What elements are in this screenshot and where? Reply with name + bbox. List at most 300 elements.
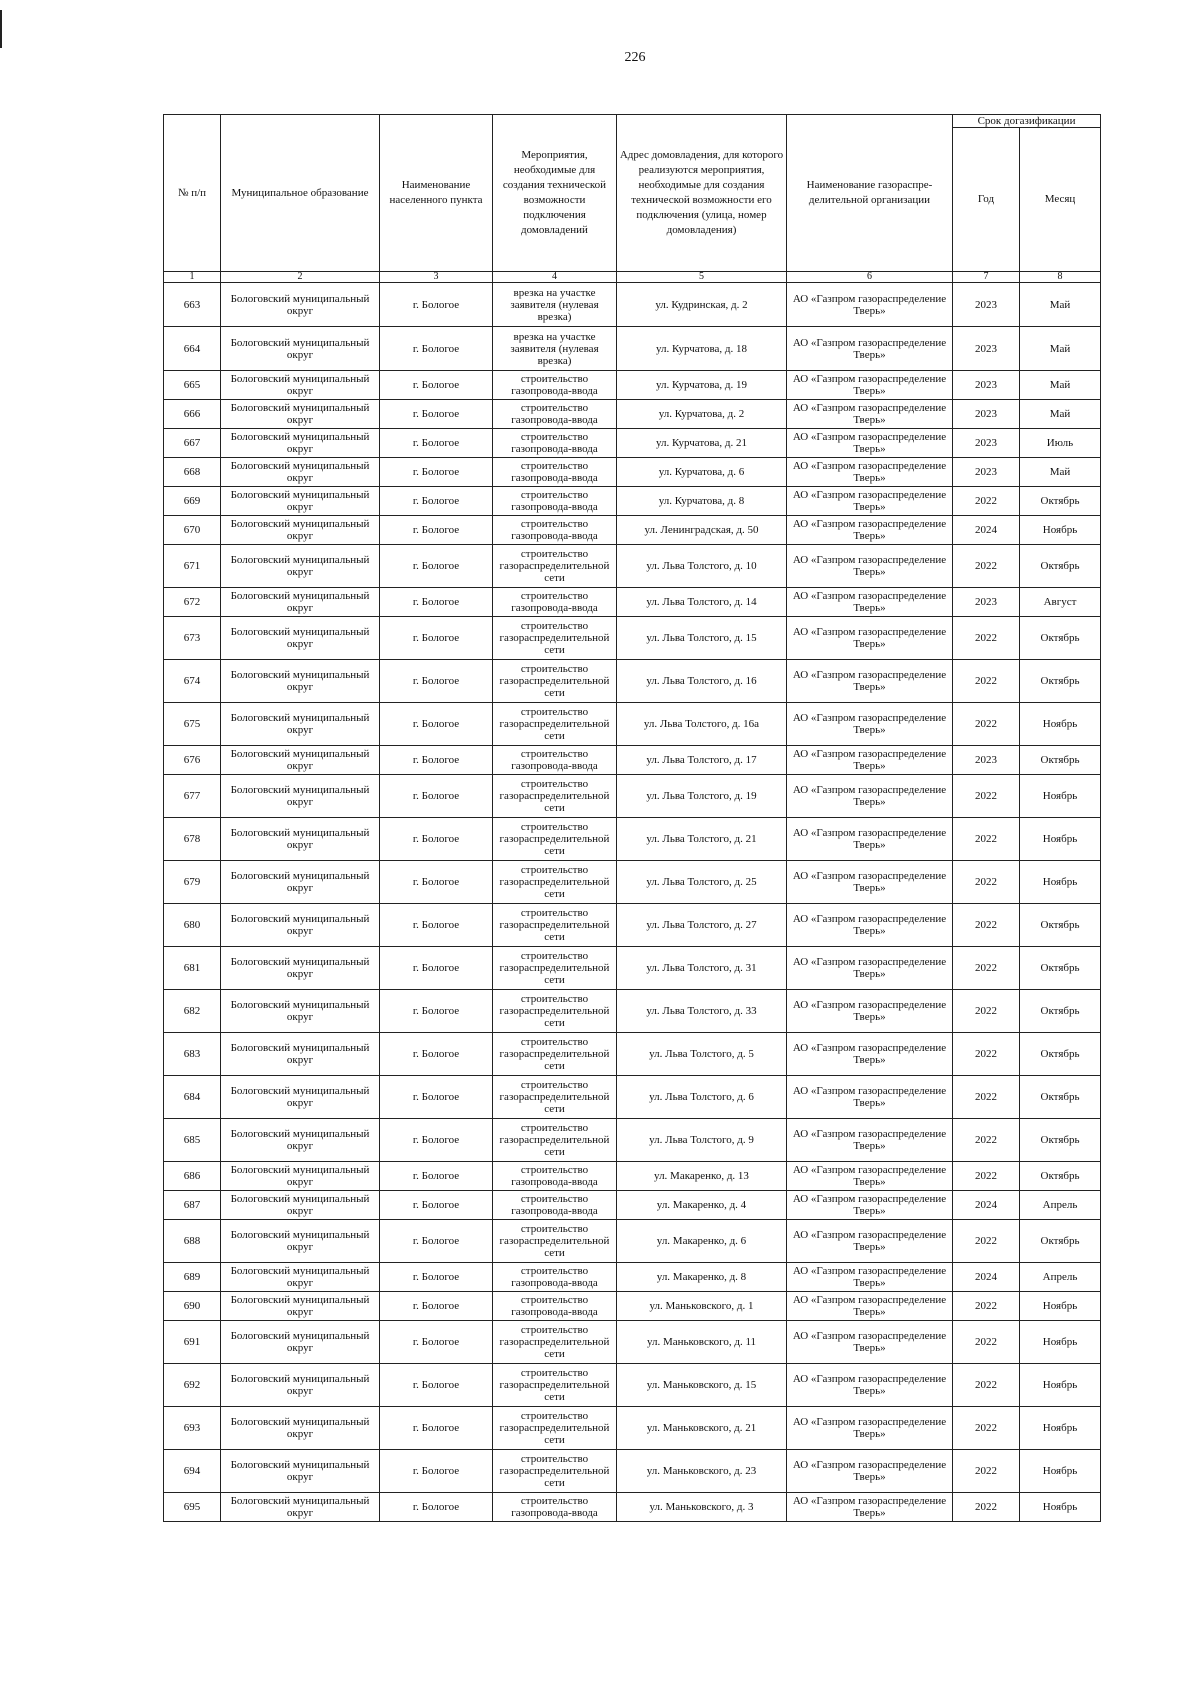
table-row bbox=[164, 990, 1101, 1033]
gdo-cell: АО «Газпром газораспределение Тверь» bbox=[787, 1321, 953, 1364]
municipality-cell: Бологовский муниципальный округ bbox=[221, 617, 380, 660]
row-number: 672 bbox=[164, 588, 221, 617]
month-cell: Ноябрь bbox=[1020, 861, 1101, 904]
municipality-cell: Бологовский муниципальный округ bbox=[221, 1076, 380, 1119]
row-number: 681 bbox=[164, 947, 221, 990]
table-row bbox=[164, 904, 1101, 947]
row-number: 669 bbox=[164, 487, 221, 516]
measure-cell: строительство газораспределительной сети bbox=[493, 703, 617, 746]
measure-cell: строительство газораспределительной сети bbox=[493, 904, 617, 947]
month-cell: Октябрь bbox=[1020, 487, 1101, 516]
month-cell: Октябрь bbox=[1020, 660, 1101, 703]
settlement-cell: г. Бологое bbox=[380, 1450, 493, 1493]
year-cell: 2022 bbox=[953, 703, 1020, 746]
settlement-cell: г. Бологое bbox=[380, 660, 493, 703]
month-cell: Май bbox=[1020, 458, 1101, 487]
municipality-cell: Бологовский муниципальный округ bbox=[221, 1263, 380, 1292]
row-number: 678 bbox=[164, 818, 221, 861]
settlement-cell: г. Бологое bbox=[380, 1033, 493, 1076]
gdo-cell: АО «Газпром газораспределение Тверь» bbox=[787, 904, 953, 947]
measure-cell: строительство газораспределительной сети bbox=[493, 617, 617, 660]
municipality-cell: Бологовский муниципальный округ bbox=[221, 1450, 380, 1493]
month-cell: Октябрь bbox=[1020, 1162, 1101, 1191]
month-cell: Ноябрь bbox=[1020, 703, 1101, 746]
municipality-cell: Бологовский муниципальный округ bbox=[221, 588, 380, 617]
month-cell: Ноябрь bbox=[1020, 775, 1101, 818]
address-cell: ул. Маньковского, д. 3 bbox=[617, 1493, 787, 1522]
month-cell: Май bbox=[1020, 371, 1101, 400]
year-cell: 2024 bbox=[953, 516, 1020, 545]
measure-cell: строительство газопровода-ввода bbox=[493, 458, 617, 487]
settlement-cell: г. Бологое bbox=[380, 1220, 493, 1263]
municipality-cell: Бологовский муниципальный округ bbox=[221, 746, 380, 775]
month-cell: Октябрь bbox=[1020, 904, 1101, 947]
month-cell: Октябрь bbox=[1020, 1076, 1101, 1119]
measure-cell: строительство газопровода-ввода bbox=[493, 1162, 617, 1191]
table-row bbox=[164, 1407, 1101, 1450]
settlement-cell: г. Бологое bbox=[380, 1076, 493, 1119]
municipality-cell: Бологовский муниципальный округ bbox=[221, 1292, 380, 1321]
row-number: 692 bbox=[164, 1364, 221, 1407]
measure-cell: врезка на участке заявителя (нулевая врезка) bbox=[493, 327, 617, 371]
row-number: 689 bbox=[164, 1263, 221, 1292]
address-cell: ул. Кудринская, д. 2 bbox=[617, 283, 787, 327]
municipality-cell: Бологовский муниципальный округ bbox=[221, 861, 380, 904]
measure-cell: строительство газопровода-ввода bbox=[493, 588, 617, 617]
municipality-cell: Бологовский муниципальный округ bbox=[221, 1407, 380, 1450]
column-number: 7 bbox=[953, 272, 1020, 283]
measure-cell: строительство газораспределительной сети bbox=[493, 1119, 617, 1162]
row-number: 690 bbox=[164, 1292, 221, 1321]
row-number: 670 bbox=[164, 516, 221, 545]
settlement-cell: г. Бологое bbox=[380, 1407, 493, 1450]
row-number: 695 bbox=[164, 1493, 221, 1522]
column-number: 6 bbox=[787, 272, 953, 283]
table-row bbox=[164, 400, 1101, 429]
scan-edge-mark bbox=[0, 10, 2, 48]
gdo-cell: АО «Газпром газораспределение Тверь» bbox=[787, 487, 953, 516]
measure-cell: строительство газораспределительной сети bbox=[493, 545, 617, 588]
row-number: 667 bbox=[164, 429, 221, 458]
address-cell: ул. Льва Толстого, д. 14 bbox=[617, 588, 787, 617]
row-number: 677 bbox=[164, 775, 221, 818]
measure-cell: строительство газораспределительной сети bbox=[493, 1407, 617, 1450]
row-number: 693 bbox=[164, 1407, 221, 1450]
row-number: 673 bbox=[164, 617, 221, 660]
address-cell: ул. Курчатова, д. 18 bbox=[617, 327, 787, 371]
address-cell: ул. Льва Толстого, д. 16 bbox=[617, 660, 787, 703]
gdo-cell: АО «Газпром газораспределение Тверь» bbox=[787, 458, 953, 487]
gdo-cell: АО «Газпром газораспределение Тверь» bbox=[787, 327, 953, 371]
address-cell: ул. Курчатова, д. 21 bbox=[617, 429, 787, 458]
municipality-cell: Бологовский муниципальный округ bbox=[221, 1191, 380, 1220]
address-cell: ул. Льва Толстого, д. 21 bbox=[617, 818, 787, 861]
month-cell: Октябрь bbox=[1020, 746, 1101, 775]
row-number: 679 bbox=[164, 861, 221, 904]
table-row bbox=[164, 1450, 1101, 1493]
measure-cell: строительство газопровода-ввода bbox=[493, 1493, 617, 1522]
year-cell: 2022 bbox=[953, 1119, 1020, 1162]
settlement-cell: г. Бологое bbox=[380, 588, 493, 617]
gdo-cell: АО «Газпром газораспределение Тверь» bbox=[787, 545, 953, 588]
settlement-cell: г. Бологое bbox=[380, 818, 493, 861]
month-cell: Октябрь bbox=[1020, 947, 1101, 990]
measure-cell: строительство газопровода-ввода bbox=[493, 371, 617, 400]
table-body bbox=[164, 283, 1101, 1522]
gdo-cell: АО «Газпром газораспределение Тверь» bbox=[787, 947, 953, 990]
year-cell: 2022 bbox=[953, 1321, 1020, 1364]
table-row bbox=[164, 1292, 1101, 1321]
address-cell: ул. Курчатова, д. 2 bbox=[617, 400, 787, 429]
row-number: 685 bbox=[164, 1119, 221, 1162]
address-cell: ул. Льва Толстого, д. 15 bbox=[617, 617, 787, 660]
table-row bbox=[164, 1033, 1101, 1076]
month-cell: Ноябрь bbox=[1020, 1292, 1101, 1321]
gdo-cell: АО «Газпром газораспределение Тверь» bbox=[787, 1407, 953, 1450]
gdo-cell: АО «Газпром газораспределение Тверь» bbox=[787, 703, 953, 746]
month-cell: Май bbox=[1020, 283, 1101, 327]
gdo-cell: АО «Газпром газораспределение Тверь» bbox=[787, 1076, 953, 1119]
municipality-cell: Бологовский муниципальный округ bbox=[221, 400, 380, 429]
municipality-cell: Бологовский муниципальный округ bbox=[221, 487, 380, 516]
municipality-cell: Бологовский муниципальный округ bbox=[221, 545, 380, 588]
measure-cell: строительство газораспределительной сети bbox=[493, 990, 617, 1033]
table-row bbox=[164, 458, 1101, 487]
column-number: 8 bbox=[1020, 272, 1101, 283]
row-number: 686 bbox=[164, 1162, 221, 1191]
address-cell: ул. Льва Толстого, д. 27 bbox=[617, 904, 787, 947]
municipality-cell: Бологовский муниципальный округ bbox=[221, 1162, 380, 1191]
year-cell: 2022 bbox=[953, 1076, 1020, 1119]
year-cell: 2022 bbox=[953, 1364, 1020, 1407]
municipality-cell: Бологовский муниципальный округ bbox=[221, 947, 380, 990]
settlement-cell: г. Бологое bbox=[380, 775, 493, 818]
settlement-cell: г. Бологое bbox=[380, 1321, 493, 1364]
municipality-cell: Бологовский муниципальный округ bbox=[221, 1220, 380, 1263]
measure-cell: строительство газопровода-ввода bbox=[493, 1263, 617, 1292]
gdo-cell: АО «Газпром газораспределение Тверь» bbox=[787, 516, 953, 545]
gdo-cell: АО «Газпром газораспределение Тверь» bbox=[787, 1162, 953, 1191]
gdo-cell: АО «Газпром газораспределение Тверь» bbox=[787, 1220, 953, 1263]
column-number: 3 bbox=[380, 272, 493, 283]
row-number: 666 bbox=[164, 400, 221, 429]
month-cell: Октябрь bbox=[1020, 1220, 1101, 1263]
settlement-cell: г. Бологое bbox=[380, 283, 493, 327]
table-row bbox=[164, 1493, 1101, 1522]
municipality-cell: Бологовский муниципальный округ bbox=[221, 660, 380, 703]
year-cell: 2022 bbox=[953, 1162, 1020, 1191]
year-cell: 2022 bbox=[953, 617, 1020, 660]
gdo-cell: АО «Газпром газораспределение Тверь» bbox=[787, 990, 953, 1033]
measure-cell: строительство газопровода-ввода bbox=[493, 1292, 617, 1321]
header-measures: Мероприятия, необходимые для создания технической возможности подключения домовладений bbox=[493, 115, 617, 272]
year-cell: 2022 bbox=[953, 1493, 1020, 1522]
address-cell: ул. Маньковского, д. 15 bbox=[617, 1364, 787, 1407]
column-number: 5 bbox=[617, 272, 787, 283]
measure-cell: строительство газораспределительной сети bbox=[493, 947, 617, 990]
gdo-cell: АО «Газпром газораспределение Тверь» bbox=[787, 861, 953, 904]
address-cell: ул. Льва Толстого, д. 33 bbox=[617, 990, 787, 1033]
year-cell: 2022 bbox=[953, 947, 1020, 990]
address-cell: ул. Маньковского, д. 23 bbox=[617, 1450, 787, 1493]
month-cell: Май bbox=[1020, 327, 1101, 371]
table-row bbox=[164, 746, 1101, 775]
year-cell: 2023 bbox=[953, 588, 1020, 617]
gdo-cell: АО «Газпром газораспределение Тверь» bbox=[787, 1450, 953, 1493]
municipality-cell: Бологовский муниципальный округ bbox=[221, 818, 380, 861]
settlement-cell: г. Бологое bbox=[380, 1119, 493, 1162]
table-row bbox=[164, 861, 1101, 904]
address-cell: ул. Маньковского, д. 21 bbox=[617, 1407, 787, 1450]
gdo-cell: АО «Газпром газораспределение Тверь» bbox=[787, 818, 953, 861]
row-number: 671 bbox=[164, 545, 221, 588]
table-row bbox=[164, 617, 1101, 660]
month-cell: Ноябрь bbox=[1020, 1407, 1101, 1450]
gdo-cell: АО «Газпром газораспределение Тверь» bbox=[787, 746, 953, 775]
row-number: 682 bbox=[164, 990, 221, 1033]
measure-cell: строительство газораспределительной сети bbox=[493, 818, 617, 861]
address-cell: ул. Льва Толстого, д. 19 bbox=[617, 775, 787, 818]
measure-cell: строительство газораспределительной сети bbox=[493, 1220, 617, 1263]
month-cell: Ноябрь bbox=[1020, 1321, 1101, 1364]
gdo-cell: АО «Газпром газораспределение Тверь» bbox=[787, 1263, 953, 1292]
month-cell: Апрель bbox=[1020, 1191, 1101, 1220]
settlement-cell: г. Бологое bbox=[380, 617, 493, 660]
row-number: 687 bbox=[164, 1191, 221, 1220]
measure-cell: строительство газораспределительной сети bbox=[493, 1450, 617, 1493]
address-cell: ул. Макаренко, д. 8 bbox=[617, 1263, 787, 1292]
measure-cell: строительство газопровода-ввода bbox=[493, 516, 617, 545]
address-cell: ул. Маньковского, д. 11 bbox=[617, 1321, 787, 1364]
table-row bbox=[164, 1364, 1101, 1407]
row-number: 663 bbox=[164, 283, 221, 327]
table-row bbox=[164, 1076, 1101, 1119]
settlement-cell: г. Бологое bbox=[380, 429, 493, 458]
table-row bbox=[164, 660, 1101, 703]
month-cell: Июль bbox=[1020, 429, 1101, 458]
municipality-cell: Бологовский муниципальный округ bbox=[221, 990, 380, 1033]
year-cell: 2022 bbox=[953, 818, 1020, 861]
year-cell: 2023 bbox=[953, 429, 1020, 458]
measure-cell: строительство газораспределительной сети bbox=[493, 1076, 617, 1119]
month-cell: Апрель bbox=[1020, 1263, 1101, 1292]
address-cell: ул. Льва Толстого, д. 5 bbox=[617, 1033, 787, 1076]
settlement-cell: г. Бологое bbox=[380, 746, 493, 775]
settlement-cell: г. Бологое bbox=[380, 947, 493, 990]
column-number: 4 bbox=[493, 272, 617, 283]
table-row bbox=[164, 703, 1101, 746]
measure-cell: строительство газопровода-ввода bbox=[493, 429, 617, 458]
year-cell: 2022 bbox=[953, 1033, 1020, 1076]
row-number: 684 bbox=[164, 1076, 221, 1119]
settlement-cell: г. Бологое bbox=[380, 1364, 493, 1407]
year-cell: 2022 bbox=[953, 990, 1020, 1033]
settlement-cell: г. Бологое bbox=[380, 487, 493, 516]
month-cell: Ноябрь bbox=[1020, 1364, 1101, 1407]
table-row bbox=[164, 283, 1101, 327]
month-cell: Август bbox=[1020, 588, 1101, 617]
table-row bbox=[164, 588, 1101, 617]
address-cell: ул. Курчатова, д. 8 bbox=[617, 487, 787, 516]
gdo-cell: АО «Газпром газораспределение Тверь» bbox=[787, 617, 953, 660]
month-cell: Май bbox=[1020, 400, 1101, 429]
gdo-cell: АО «Газпром газораспределение Тверь» bbox=[787, 588, 953, 617]
row-number: 674 bbox=[164, 660, 221, 703]
year-cell: 2024 bbox=[953, 1191, 1020, 1220]
address-cell: ул. Макаренко, д. 13 bbox=[617, 1162, 787, 1191]
settlement-cell: г. Бологое bbox=[380, 990, 493, 1033]
settlement-cell: г. Бологое bbox=[380, 1493, 493, 1522]
municipality-cell: Бологовский муниципальный округ bbox=[221, 371, 380, 400]
header-settlement: Наименование населенного пункта bbox=[380, 115, 493, 272]
table-row bbox=[164, 1119, 1101, 1162]
table-row bbox=[164, 1220, 1101, 1263]
municipality-cell: Бологовский муниципальный округ bbox=[221, 1033, 380, 1076]
settlement-cell: г. Бологое bbox=[380, 1191, 493, 1220]
year-cell: 2023 bbox=[953, 283, 1020, 327]
address-cell: ул. Льва Толстого, д. 17 bbox=[617, 746, 787, 775]
column-number: 2 bbox=[221, 272, 380, 283]
settlement-cell: г. Бологое bbox=[380, 904, 493, 947]
table-row bbox=[164, 327, 1101, 371]
table-row bbox=[164, 947, 1101, 990]
year-cell: 2022 bbox=[953, 1220, 1020, 1263]
year-cell: 2022 bbox=[953, 861, 1020, 904]
measure-cell: строительство газораспределительной сети bbox=[493, 861, 617, 904]
address-cell: ул. Льва Толстого, д. 10 bbox=[617, 545, 787, 588]
header-municipality: Муниципальное образование bbox=[221, 115, 380, 272]
gdo-cell: АО «Газпром газораспределение Тверь» bbox=[787, 1033, 953, 1076]
header-address: Адрес домовладения, для которого реализуются мероприятия, необходимые для создания технической возможности его подключения (улица, номер домовладения) bbox=[617, 115, 787, 272]
table-row bbox=[164, 775, 1101, 818]
table-row bbox=[164, 1321, 1101, 1364]
measure-cell: строительство газопровода-ввода bbox=[493, 746, 617, 775]
table-row bbox=[164, 516, 1101, 545]
year-cell: 2023 bbox=[953, 746, 1020, 775]
row-number: 694 bbox=[164, 1450, 221, 1493]
row-number: 691 bbox=[164, 1321, 221, 1364]
municipality-cell: Бологовский муниципальный округ bbox=[221, 283, 380, 327]
municipality-cell: Бологовский муниципальный округ bbox=[221, 775, 380, 818]
year-cell: 2022 bbox=[953, 1407, 1020, 1450]
year-cell: 2022 bbox=[953, 487, 1020, 516]
address-cell: ул. Льва Толстого, д. 6 bbox=[617, 1076, 787, 1119]
settlement-cell: г. Бологое bbox=[380, 371, 493, 400]
year-cell: 2022 bbox=[953, 660, 1020, 703]
gdo-cell: АО «Газпром газораспределение Тверь» bbox=[787, 1493, 953, 1522]
year-cell: 2022 bbox=[953, 904, 1020, 947]
measure-cell: строительство газораспределительной сети bbox=[493, 660, 617, 703]
address-cell: ул. Маньковского, д. 1 bbox=[617, 1292, 787, 1321]
year-cell: 2022 bbox=[953, 545, 1020, 588]
address-cell: ул. Ленинградская, д. 50 bbox=[617, 516, 787, 545]
row-number: 683 bbox=[164, 1033, 221, 1076]
month-cell: Октябрь bbox=[1020, 1119, 1101, 1162]
header-term-group: Срок догазификации bbox=[953, 115, 1101, 128]
row-number: 664 bbox=[164, 327, 221, 371]
month-cell: Ноябрь bbox=[1020, 1493, 1101, 1522]
settlement-cell: г. Бологое bbox=[380, 1162, 493, 1191]
settlement-cell: г. Бологое bbox=[380, 703, 493, 746]
table-row bbox=[164, 1191, 1101, 1220]
municipality-cell: Бологовский муниципальный округ bbox=[221, 1493, 380, 1522]
municipality-cell: Бологовский муниципальный округ bbox=[221, 458, 380, 487]
gdo-cell: АО «Газпром газораспределение Тверь» bbox=[787, 400, 953, 429]
settlement-cell: г. Бологое bbox=[380, 545, 493, 588]
measure-cell: строительство газораспределительной сети bbox=[493, 1364, 617, 1407]
gdo-cell: АО «Газпром газораспределение Тверь» bbox=[787, 660, 953, 703]
row-number: 665 bbox=[164, 371, 221, 400]
gdo-cell: АО «Газпром газораспределение Тверь» bbox=[787, 1191, 953, 1220]
measure-cell: строительство газопровода-ввода bbox=[493, 1191, 617, 1220]
settlement-cell: г. Бологое bbox=[380, 1263, 493, 1292]
month-cell: Ноябрь bbox=[1020, 1450, 1101, 1493]
municipality-cell: Бологовский муниципальный округ bbox=[221, 703, 380, 746]
year-cell: 2023 bbox=[953, 371, 1020, 400]
measure-cell: строительство газораспределительной сети bbox=[493, 1033, 617, 1076]
table-row bbox=[164, 1263, 1101, 1292]
column-number: 1 bbox=[164, 272, 221, 283]
year-cell: 2022 bbox=[953, 775, 1020, 818]
year-cell: 2023 bbox=[953, 327, 1020, 371]
address-cell: ул. Льва Толстого, д. 31 bbox=[617, 947, 787, 990]
year-cell: 2023 bbox=[953, 458, 1020, 487]
table-row bbox=[164, 371, 1101, 400]
table-row bbox=[164, 1162, 1101, 1191]
gdo-cell: АО «Газпром газораспределение Тверь» bbox=[787, 775, 953, 818]
municipality-cell: Бологовский муниципальный округ bbox=[221, 1364, 380, 1407]
table-row bbox=[164, 429, 1101, 458]
address-cell: ул. Льва Толстого, д. 9 bbox=[617, 1119, 787, 1162]
year-cell: 2023 bbox=[953, 400, 1020, 429]
month-cell: Ноябрь bbox=[1020, 818, 1101, 861]
month-cell: Октябрь bbox=[1020, 1033, 1101, 1076]
municipality-cell: Бологовский муниципальный округ bbox=[221, 516, 380, 545]
gasification-table bbox=[163, 114, 1101, 1522]
settlement-cell: г. Бологое bbox=[380, 458, 493, 487]
municipality-cell: Бологовский муниципальный округ bbox=[221, 904, 380, 947]
measure-cell: врезка на участке заявителя (нулевая врезка) bbox=[493, 283, 617, 327]
measure-cell: строительство газораспределительной сети bbox=[493, 1321, 617, 1364]
table-row bbox=[164, 818, 1101, 861]
header-month: Месяц bbox=[1020, 128, 1101, 272]
year-cell: 2024 bbox=[953, 1263, 1020, 1292]
address-cell: ул. Макаренко, д. 6 bbox=[617, 1220, 787, 1263]
measure-cell: строительство газораспределительной сети bbox=[493, 775, 617, 818]
gdo-cell: АО «Газпром газораспределение Тверь» bbox=[787, 371, 953, 400]
gdo-cell: АО «Газпром газораспределение Тверь» bbox=[787, 1119, 953, 1162]
gdo-cell: АО «Газпром газораспределение Тверь» bbox=[787, 283, 953, 327]
month-cell: Октябрь bbox=[1020, 545, 1101, 588]
month-cell: Октябрь bbox=[1020, 990, 1101, 1033]
settlement-cell: г. Бологое bbox=[380, 1292, 493, 1321]
gdo-cell: АО «Газпром газораспределение Тверь» bbox=[787, 1292, 953, 1321]
settlement-cell: г. Бологое bbox=[380, 861, 493, 904]
row-number: 688 bbox=[164, 1220, 221, 1263]
gdo-cell: АО «Газпром газораспределение Тверь» bbox=[787, 429, 953, 458]
header-num: № п/п bbox=[164, 115, 221, 272]
settlement-cell: г. Бологое bbox=[380, 516, 493, 545]
address-cell: ул. Льва Толстого, д. 25 bbox=[617, 861, 787, 904]
municipality-cell: Бологовский муниципальный округ bbox=[221, 1119, 380, 1162]
municipality-cell: Бологовский муниципальный округ bbox=[221, 429, 380, 458]
municipality-cell: Бологовский муниципальный округ bbox=[221, 1321, 380, 1364]
year-cell: 2022 bbox=[953, 1292, 1020, 1321]
settlement-cell: г. Бологое bbox=[380, 327, 493, 371]
row-number: 676 bbox=[164, 746, 221, 775]
header-gdo: Наименование газораспре-делительной организации bbox=[787, 115, 953, 272]
row-number: 668 bbox=[164, 458, 221, 487]
